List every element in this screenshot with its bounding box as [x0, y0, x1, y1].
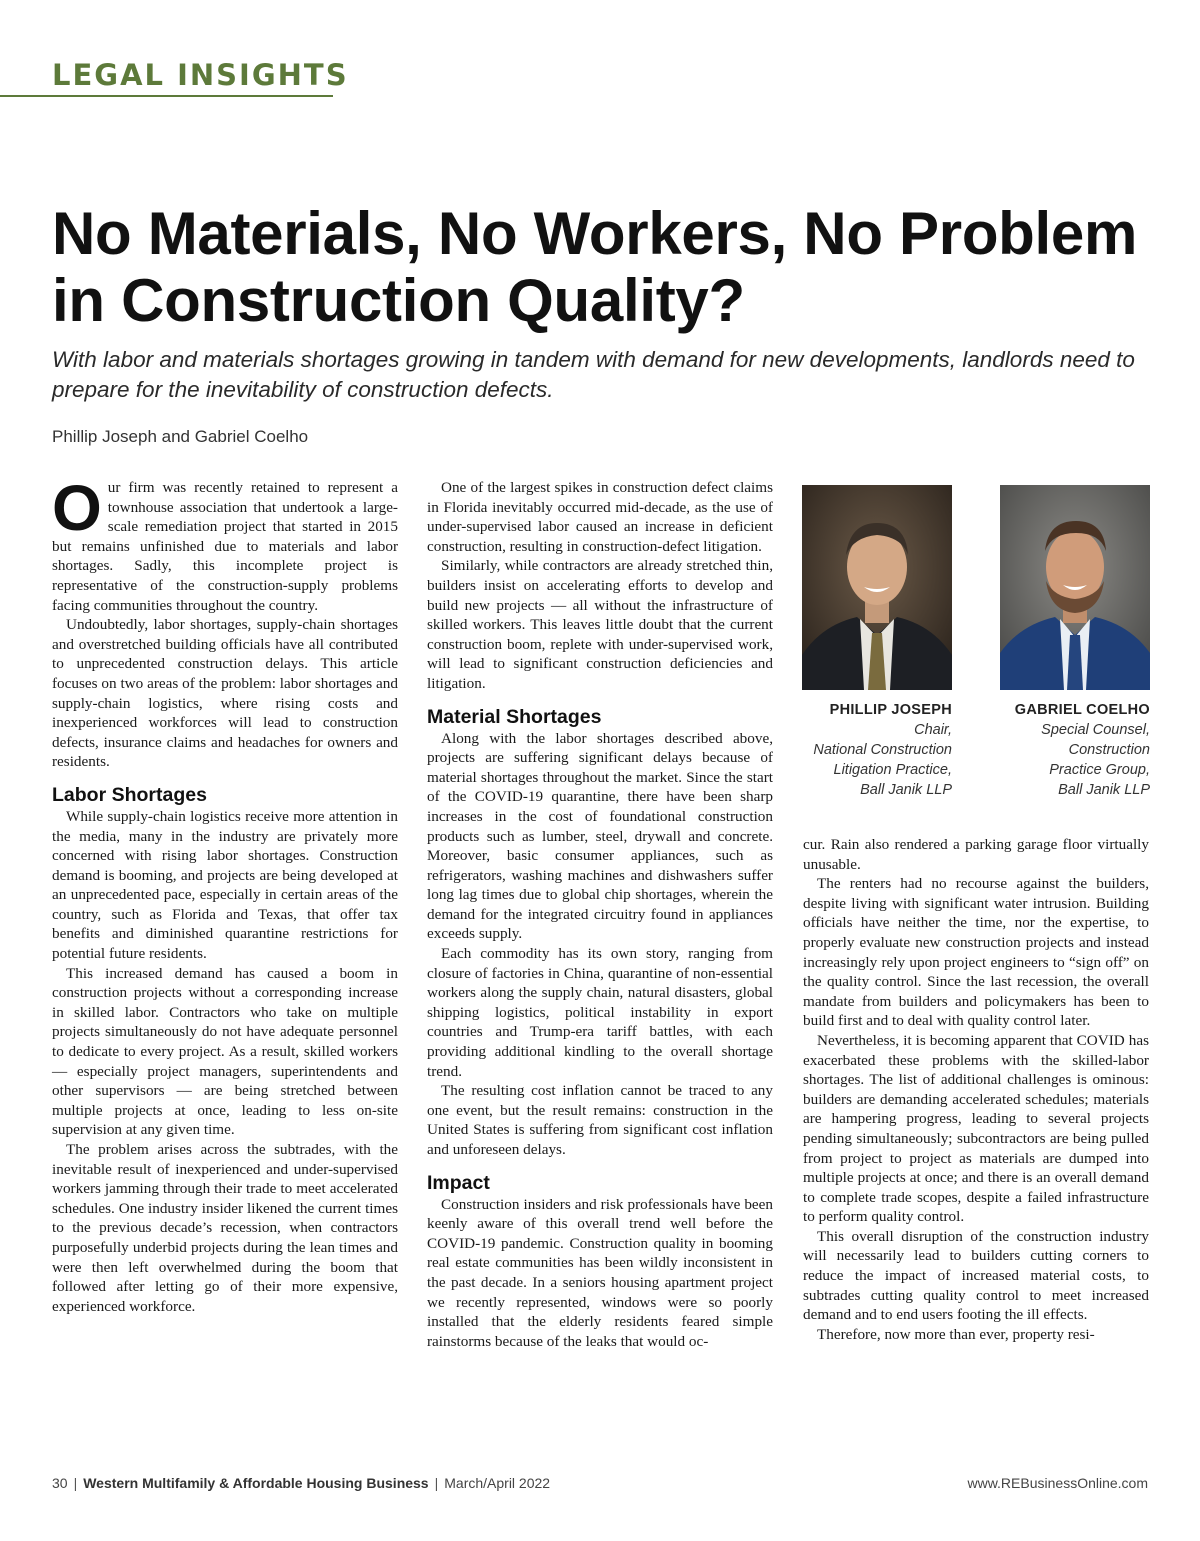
paragraph	[52, 472, 398, 615]
paragraph: Along with the labor shortages described above, projects are suffering significant delays because of material shortages throughout the market. Since the start of the COVID-19 quarantine, there have been sharp increases in the cost of foundational construction products such as lumber, steel, drywall and concrete. Moreover, basic consumer appliances, such as refrigerators, washing machines and dishwashers suffer long lag times due to global chip shortages, wherein the demand for the integrated circuitry found in appliances exceeds supply.	[427, 729, 773, 943]
paragraph: cur. Rain also rendered a parking garage floor virtually unusable.	[803, 836, 1149, 873]
paragraph: One of the largest spikes in construction defect claims in Florida inevitably occurred mid-decade, as the use of under-supervised labor caused an increase in deficient construction, resulting in construction-defect litigation.	[427, 479, 773, 555]
section-heading: Labor Shortages	[52, 783, 207, 806]
paragraph: Therefore, now more than ever, property resi-	[817, 1325, 1095, 1343]
page-footer	[52, 1475, 1148, 1491]
author-role: Litigation Practice,	[833, 762, 952, 778]
section-heading: Impact	[427, 1171, 490, 1194]
author-firm: Ball Janik LLP	[860, 782, 952, 798]
paragraph: Each commodity has its own story, ranging from closure of factories in China, quarantine of non-essential workers along the supply chain, natural disasters, global shipping logistics, political instability in export countries and Trump-era tariff battles, with each providing additional kindling to the overall shortage trend.	[427, 945, 773, 1080]
paragraph: Construction insiders and risk professionals have been keenly aware of this overall trend well before the COVID-19 pandemic. Construction quality in booming real estate communities has been wildly inconsistent in the past decade. In a seniors housing apartment project we recently represented, windows were so poorly installed that the elderly residents feared simple rainstorms because of the leaks that would oc-	[427, 1195, 773, 1350]
drop-cap: O	[52, 472, 102, 544]
section-rule	[0, 95, 333, 97]
author-firm: Ball Janik LLP	[1058, 782, 1150, 798]
paragraph: This increased demand has caused a boom in construction projects without a corresponding increase in skilled labor. Contractors who take on multiple projects simultaneously do not have adequate personnel to dedicate to every project. As a result, skilled workers — especially project managers, superintendents and other supervisors — are being stretched between multiple projects at once, leading to less on-site supervision at any given time.	[52, 964, 398, 1139]
section-label: LEGAL INSIGHTS	[52, 58, 349, 92]
paragraph: Nevertheless, it is becoming apparent that COVID has exacerbated these problems with the skilled-labor shortages. The list of additional challenges is ominous: builders are demanding accelerated schedules; materials are hampering progress, leading to several projects pending simultaneously; subcontractors are being pulled from project to project as materials are dumped into multiple projects at once; and there is an overall demand to complete trade scopes, despite a failed infrastructure to perform quality control.	[803, 1031, 1149, 1226]
author-role: Practice Group,	[1049, 762, 1150, 778]
author-role: Chair,	[914, 722, 952, 738]
column-3	[803, 835, 1149, 1344]
paragraph: The problem arises across the subtrades, with the inevitable result of inexperienced and under-supervised workers jamming through their trade to meet accelerated schedules. One industry insider likened the current times to the previous decade’s recession, when contractors purposefully underbid projects during the lean times and were then left overwhelmed during the boom that followed after letting go of their more expensive, experienced workforce.	[52, 1141, 398, 1315]
author-name: GABRIEL COELHO	[1014, 702, 1150, 718]
issue-date: March/April 2022	[444, 1475, 551, 1491]
website-link[interactable]: www.REBusinessOnline.com	[967, 1475, 1148, 1491]
publication-name: Western Multifamily & Affordable Housing Business	[83, 1475, 429, 1491]
article-deck: With labor and materials shortages growing in tandem with demand for new developments, landlords need to prepare for the inevitability of construction defects.	[52, 347, 1135, 402]
column-2	[427, 478, 773, 1351]
paragraph: The renters had no recourse against the builders, despite living with significant water intrusion. Building officials have neither the time, nor the expertise, to properly evaluate new construction projects and instead increasingly rely upon project engineers to “sign off” on the quality control. Since the last recession, the overall mandate from builders and policymakers has been to build first and to deal with quality control later.	[803, 875, 1149, 1030]
paragraph: The resulting cost inflation cannot be traced to any one event, but the result remains: construction in the United States is suffering from significant cost inflation and unforeseen delays.	[427, 1082, 773, 1158]
author-photo-gabriel-coelho	[1000, 485, 1150, 690]
footer-separator: |	[73, 1475, 78, 1491]
paragraph-text: ur firm was recently retained to represent a townhouse association that undertook a large-scale remediation project that started in 2015 but remains unfinished due to materials and labor shortages. Sadly, this incomplete project is representative of the construction-supply problems facing communities throughout the country.	[52, 479, 398, 614]
author-role: National Construction	[813, 742, 952, 758]
article-title: No Materials, No Workers, No Problem in Construction Quality?	[52, 200, 1138, 334]
paragraph: Undoubtedly, labor shortages, supply-chain shortages and overstretched building officials have all contributed to unprecedented construction delays. This article focuses on two areas of the problem: labor shortages and supply-chain logistics, where rising costs and inexperienced workforces will lead to construction defects, insurance claims and headaches for owners and residents.	[52, 616, 398, 771]
author-photo-phillip-joseph	[802, 485, 952, 690]
paragraph: While supply-chain logistics receive more attention in the media, many in the industry are privately more concerned with rising labor shortages. Construction demand is booming, and projects are being developed at an unprecedented pace, especially in certain areas of the country, such as Florida and Texas, that offer tax benefits and diminished quarantine restrictions for potential future residents.	[52, 807, 398, 963]
author-role: Construction	[1068, 742, 1150, 758]
column-1	[52, 472, 398, 1316]
section-heading: Material Shortages	[427, 705, 602, 728]
paragraph: Similarly, while contractors are already stretched thin, builders insist on accelerating efforts to develop and build new projects — all without the infrastructure of skilled workers. This leaves little doubt that the current construction boom, replete with under-supervised work, will lead to significant construction deficiencies and litigation.	[427, 557, 773, 692]
author-name: PHILLIP JOSEPH	[829, 702, 952, 718]
author-caption	[802, 700, 952, 800]
page-number: 30	[52, 1475, 68, 1491]
author-role: Special Counsel,	[1041, 722, 1150, 738]
footer-separator: |	[434, 1475, 439, 1491]
author-caption	[1000, 700, 1150, 800]
paragraph: This overall disruption of the construction industry will necessarily lead to builders cutting corners to reduce the impact of increased material costs, to subtrades cutting quality control to meet increased demand and to end users footing the ill effects.	[803, 1227, 1149, 1324]
byline: Phillip Joseph and Gabriel Coelho	[52, 427, 309, 446]
